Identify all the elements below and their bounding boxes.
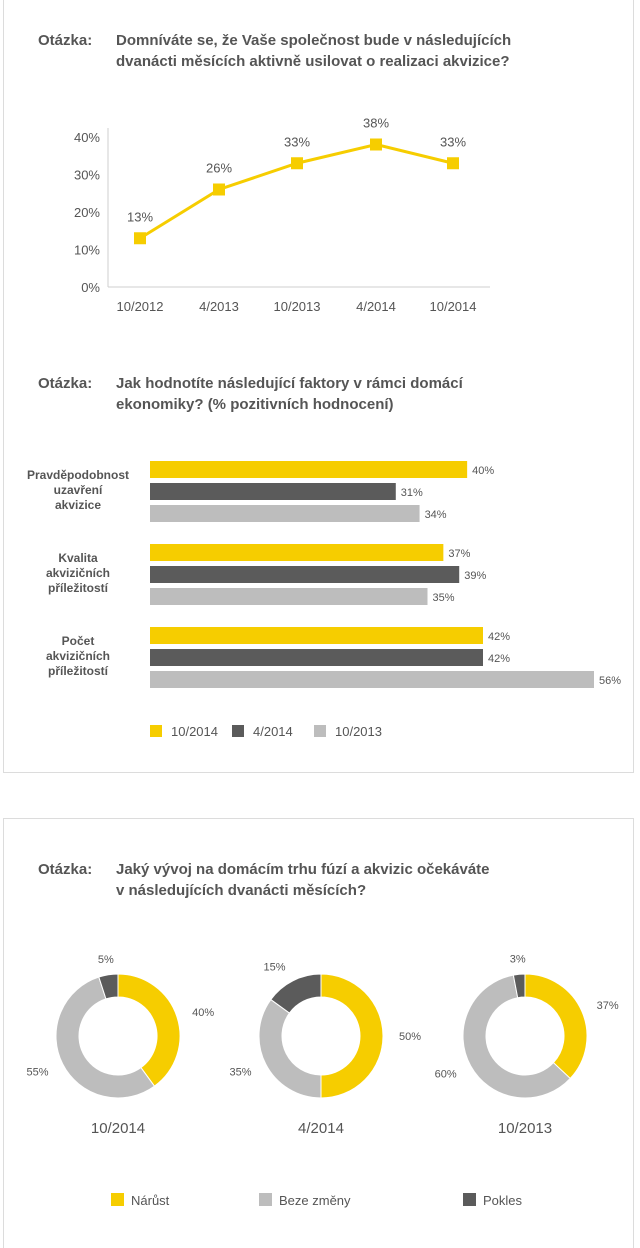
category-label: Kvalita [58,551,98,565]
legend-label: Beze změny [279,1193,351,1208]
donut-title: 10/2014 [90,1120,146,1137]
donut-title: 10/2013 [497,1120,553,1137]
x-tick-label: 10/2013 [273,299,321,314]
question-1-prefix: Otázka: [38,32,93,49]
bar [150,483,396,500]
legend-label: 4/2014 [253,724,293,739]
category-label: příležitostí [47,581,109,595]
legend-swatch [314,725,326,737]
x-tick-label: 10/2012 [116,299,164,314]
legend-label: 10/2013 [335,724,382,739]
bar [150,671,594,688]
legend-swatch [259,1193,272,1206]
bar-value-label: 39% [464,570,487,582]
data-label: 38% [362,115,390,131]
question-3-text: Jaký vývoj na domácím trhu fúzí a akvizic očekáváte v následujících dvanácti měsících? [116,861,490,899]
data-label: 33% [283,134,311,150]
category-label: akvizičních [45,649,111,663]
bar-value-label: 40% [472,465,495,477]
slice-label: 55% [26,1066,49,1079]
x-tick-label: 4/2014 [356,299,396,314]
category-label: akvizice [54,498,102,512]
category-label: Počet [61,634,95,648]
data-label: 13% [126,209,154,225]
bar [150,566,459,583]
question-2-prefix: Otázka: [38,375,93,392]
slice-label: 40% [192,1006,215,1019]
data-point [447,157,459,169]
bar-value-label: 42% [488,631,511,643]
category-label: Pravděpodobnost [26,468,130,482]
x-tick-label: 4/2013 [199,299,239,314]
bar [150,649,483,666]
data-point [370,139,382,151]
data-point [134,232,146,244]
bar [150,588,428,605]
y-tick-label: 30% [73,167,100,183]
donut-slice [525,974,587,1078]
slice-label: 3% [509,953,526,966]
category-label: uzavření [53,483,103,497]
legend-label: Pokles [483,1193,523,1208]
donut-title: 4/2014 [298,1120,344,1137]
y-tick-label: 40% [73,130,100,145]
x-tick-label: 10/2014 [429,299,477,314]
bar [150,627,483,644]
donut-slice [321,974,383,1098]
data-label: 33% [439,134,467,150]
y-tick-label: 0% [81,280,100,295]
legend-label: 10/2014 [171,724,218,739]
slice-label: 35% [229,1066,252,1079]
slice-label: 50% [399,1031,422,1043]
bar [150,461,467,478]
donut-slice [118,974,180,1086]
data-point [291,157,303,169]
category-label: akvizičních [45,566,111,580]
y-tick-label: 20% [73,205,100,220]
bar [150,505,420,522]
bar-value-label: 34% [424,509,447,521]
slice-label: 5% [97,953,114,966]
legend-swatch [463,1193,476,1206]
bar-value-label: 35% [432,592,455,604]
y-tick-label: 10% [73,242,100,258]
slice-label: 37% [596,1000,619,1013]
bar [150,544,443,561]
slice-label: 60% [434,1068,457,1081]
legend-swatch [232,725,244,737]
legend-swatch [150,725,162,737]
bar-value-label: 56% [599,675,622,687]
bar-value-label: 37% [448,548,471,560]
data-point [213,184,225,196]
bar-value-label: 31% [400,487,423,499]
donut-slice [259,1000,321,1098]
slice-label: 15% [263,961,286,974]
data-label: 26% [205,160,233,176]
legend-swatch [111,1193,124,1206]
question-1-text: Domníváte se, že Vaše společnost bude v následujících dvanácti měsících aktivně usilovat o realizaci akvizice? [116,32,512,70]
category-label: příležitostí [47,664,109,678]
legend-label: Nárůst [131,1193,170,1208]
bar-value-label: 42% [488,653,511,665]
question-2-text: Jak hodnotíte následující faktory v rámci domácí ekonomiky? (% pozitivních hodnocení) [116,375,463,413]
question-3-prefix: Otázka: [38,861,93,878]
